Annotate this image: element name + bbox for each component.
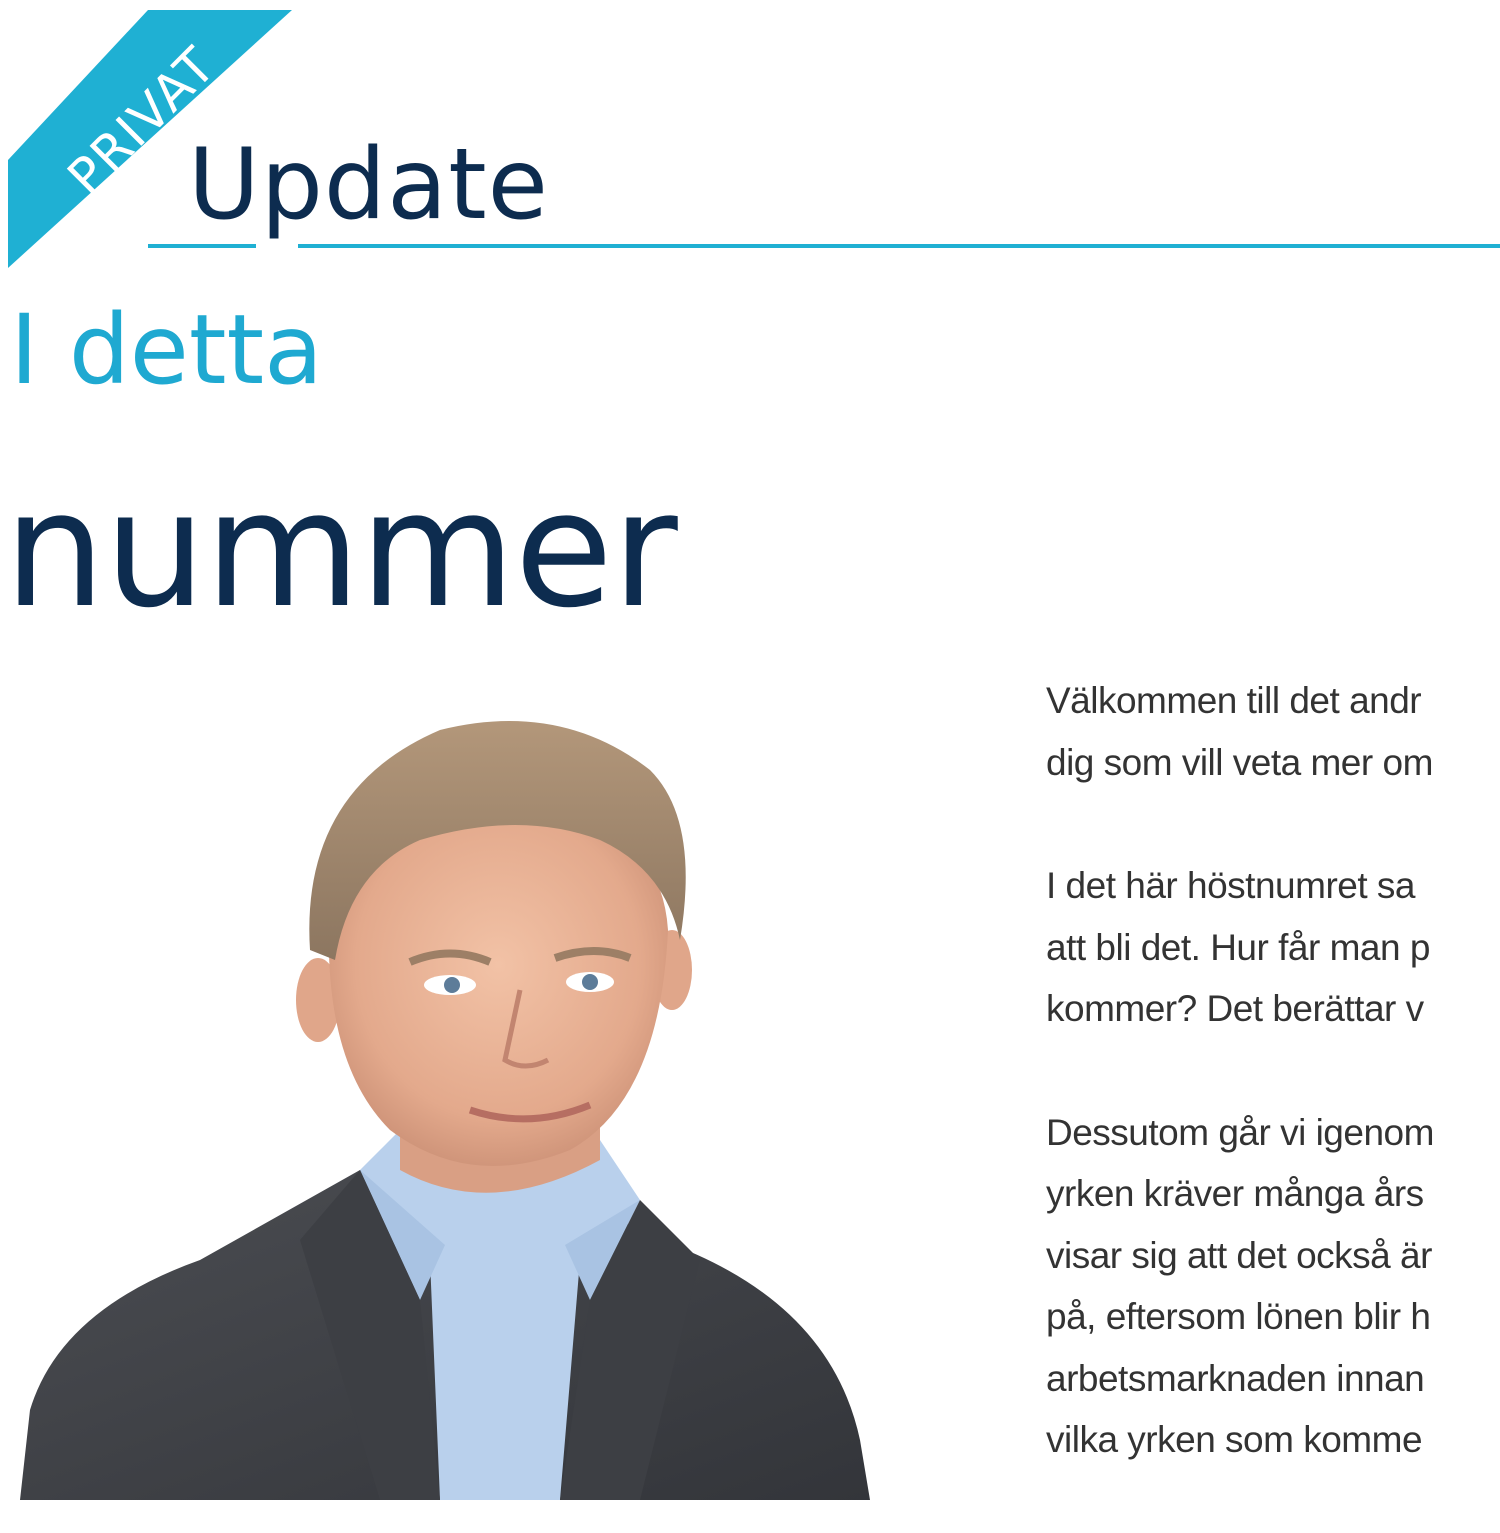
article-paragraph — [1046, 855, 1500, 1040]
article-paragraph — [1046, 670, 1500, 793]
article-line: yrken kräver många års — [1046, 1173, 1424, 1214]
masthead-rule — [298, 244, 1500, 248]
article-line: visar sig att det också är — [1046, 1234, 1432, 1276]
article-line: att bli det. Hur får man p — [1046, 926, 1430, 968]
masthead-rule — [148, 244, 256, 248]
page-title: nummer — [4, 456, 677, 643]
article-line: vilka yrken som komme — [1046, 1419, 1423, 1460]
article-paragraph — [1046, 1102, 1500, 1471]
article-line: dig som vill veta mer om — [1046, 741, 1433, 783]
masthead-title: Update — [188, 128, 549, 242]
article-line: kommer? Det berättar v — [1046, 988, 1424, 1029]
article-body — [1046, 670, 1500, 1533]
heading-kicker: I detta — [10, 294, 323, 406]
ribbon-label: PRIVAT — [56, 35, 228, 207]
article-line: I det här höstnumret sa — [1046, 865, 1415, 906]
portrait-photo — [0, 700, 880, 1500]
article-line: på, eftersom lönen blir h — [1046, 1296, 1431, 1337]
article-line: Dessutom går vi igenom — [1046, 1111, 1434, 1153]
article-line: arbetsmarknaden innan — [1046, 1357, 1425, 1399]
article-line: Välkommen till det andr — [1046, 680, 1422, 721]
